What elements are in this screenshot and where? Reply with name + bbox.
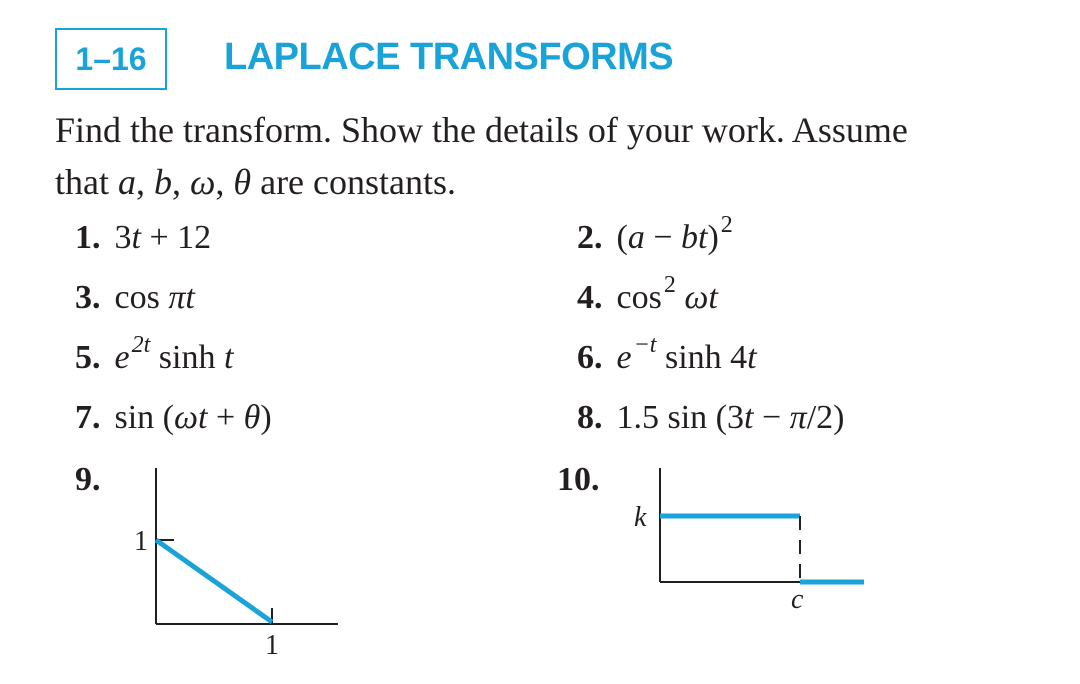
problem-expression: $\cos^2 \omega t$	[616, 272, 718, 316]
constant-theta: θ	[233, 162, 252, 202]
y-label: k	[634, 502, 647, 533]
problem-expression: cos πt	[114, 279, 195, 316]
instructions-line-1: Find the transform. Show the details of your work. Assume	[55, 110, 908, 150]
problem-expression: sin (ωt + θ)	[114, 399, 272, 436]
problem-number: 2.	[577, 219, 603, 256]
problem-expression: $e^{-t}$ sinh 4t	[616, 332, 757, 376]
graph-10	[620, 462, 880, 622]
problem-number: 7.	[75, 399, 101, 436]
problem-number: 8.	[577, 399, 603, 436]
section-title: LAPLACE TRANSFORMS	[224, 36, 674, 78]
instructions-prefix: that	[55, 162, 118, 202]
x-tick-label: 1	[265, 630, 279, 661]
problem-8	[577, 398, 844, 438]
problem-expression: $e^{2t}$ sinh t	[114, 332, 234, 376]
problem-expression: 3t + 12	[114, 219, 212, 256]
constant-a: a	[117, 162, 136, 202]
problem-2	[577, 212, 733, 261]
problem-4	[577, 272, 718, 321]
constant-omega: ω	[189, 162, 216, 202]
problem-number: 1.	[75, 219, 101, 256]
problem-5	[75, 332, 234, 381]
instructions-suffix: are constants.	[251, 162, 457, 202]
function-line	[156, 540, 272, 622]
problem-number: 10.	[557, 461, 600, 498]
graph-9	[120, 462, 350, 662]
problem-6	[577, 332, 757, 381]
problem-expression: (a − bt)$^2$	[616, 212, 733, 256]
instructions-line-2: that a, b, ω, θ are constants.	[55, 162, 457, 202]
problem-number: 4.	[577, 279, 603, 316]
constant-b: b	[153, 162, 172, 202]
problem-expression: 1.5 sin (3t − π/2)	[616, 399, 845, 436]
problem-1	[75, 218, 211, 258]
section-range-box: 1–16	[55, 28, 167, 90]
problem-number: 3.	[75, 279, 101, 316]
problem-10	[557, 460, 614, 500]
problem-number: 5.	[75, 339, 101, 376]
problem-number: 9.	[75, 461, 101, 498]
problem-3	[75, 278, 195, 318]
y-tick-label: 1	[134, 526, 148, 557]
x-label: c	[791, 584, 804, 615]
problem-9	[75, 460, 115, 500]
problem-7	[75, 398, 272, 438]
instructions	[55, 104, 1055, 208]
problem-number: 6.	[577, 339, 603, 376]
